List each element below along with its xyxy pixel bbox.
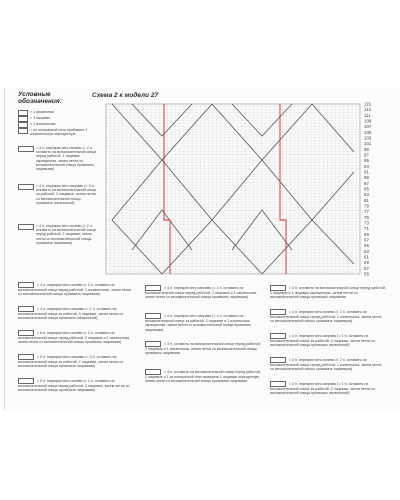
legend-note-text: = 4 п. перекрестить направо (= 1 п. оставить на вспомогательной спице за работой, 2 лицевые и 1 изнаночная скрещенная, затем петли со вспомогательной спицы провязать лицевыми) [145, 313, 252, 332]
cable-line [262, 220, 312, 274]
cable-line [212, 220, 262, 274]
cable-line [312, 220, 354, 264]
row-number: 79 [364, 203, 369, 209]
legend-note [270, 309, 386, 324]
row-number: 59 [364, 260, 369, 266]
row-number: 99 [364, 146, 369, 152]
row-number: 57 [364, 265, 369, 271]
legend-note-text: = 4 п. перекрестить налево (= 3 п. оставить на вспомогательной спице перед работой, 1 изначночная, затем петли со вспомогательной спицы провязать лицевыми) [18, 282, 132, 297]
row-number: 63 [364, 248, 369, 254]
row-number: 71 [364, 226, 369, 232]
row-number: 109 [364, 118, 372, 124]
row-number: 97 [364, 152, 369, 158]
row-number: 77 [364, 209, 369, 215]
legend-note [18, 378, 134, 393]
row-number: 69 [364, 231, 369, 237]
legend-note-text: = 4 п. перекрестить направо (= 1 п. оставить на вспомогательной спице за работой, 3 лицевые, затем петли со вспомогательной спицы провязать изнаночной) [18, 306, 124, 321]
legend-item: = 4 п. перекрестить налево (= 2 п. оставить на вспомогательной спице перед работой, 1 лицевая скрещенная, затем петли со вспомогательной спицы провязать лицевыми) [18, 146, 98, 171]
legend-item: = 1 кромочная [18, 110, 92, 116]
row-number: 75 [364, 214, 369, 220]
legend-note-text: = 5 п. перекрестить налево (= 2 п. оставить на вспомогательной спице перед работой, 3 лицевые, затем петли со вспомогательной спицы провязать лицевыми) [18, 378, 130, 393]
row-number: 55 [364, 271, 369, 277]
cross-left-icon [18, 146, 34, 152]
legend-title: Условные обозначения: [18, 91, 62, 105]
row-number: 65 [364, 243, 369, 249]
legend-note-text: = 4 п. перекрестить налево (= 3 п. оставить на вспомогательной спице перед работой, 1 изнаночная, затем петли со вспомогательной спицы провязать лицевыми) [270, 309, 382, 324]
increase-stitch-icon [18, 128, 28, 134]
legend-note-text: = 3 п. перекрестить налево (= 2 п. оставить на вспомогательной спице перед работой, 1 изнаночная, затем петли со вспомогательной спицы провязать лицевыми) [270, 357, 382, 372]
legend-note [145, 341, 261, 356]
knitting-chart-svg [92, 100, 374, 278]
row-number: 89 [364, 175, 369, 181]
legend-note [145, 313, 261, 332]
cable-line [112, 220, 162, 274]
row-number: 111 [364, 112, 371, 118]
legend-note-text: = 4 п. перекрестить направо (= 1 п. оставить на вспомогательной спице за работой, 3 лицевые, затем петли со вспомогательной спицы провязать изнаночной) [270, 333, 376, 348]
legend-note [18, 354, 134, 369]
legend-note [270, 333, 386, 348]
cable-line [232, 104, 292, 136]
row-number: 83 [364, 192, 369, 198]
legend-item: = 4 п. перекрестить налево (= 2 п. оставить на вспомогательной спице перед работой, 2 лицевые, затем петли со вспомогательной спицы провязать лицевыми) [18, 224, 98, 245]
legend-note-text: = 6 п. перекрестить налево (= 3 п. оставить на вспомогательной спице перед работой, 2 лицевые и 1 изнаночная, затем петли со вспомогательной спицы провязать лицевыми) [18, 330, 130, 345]
legend-note-text: = 3 п. оставить на вспомогательной спице перед работой, 2 лицевые и 1 изнаночная, затем петли со вспомогательной спицы провязать лицевыми [145, 341, 261, 356]
cable-line [132, 104, 192, 136]
scheme-title: Схема 2 к модели 27 [92, 92, 159, 99]
row-number: 105 [364, 129, 372, 135]
row-number: 107 [364, 124, 372, 130]
legend-note [18, 306, 134, 321]
row-number: 115 [364, 101, 371, 107]
legend-note-text: = 3 п. оставить на вспомогательной спице перед работой, 1 лицевую и 1 лицевую скрещенную, затем петли со вспомогательной спицы провязать лицевыми [270, 285, 386, 300]
row-number: 91 [364, 169, 369, 175]
repeat-marker-line [164, 104, 170, 274]
row-number: 87 [364, 180, 369, 186]
legend-note [270, 381, 386, 396]
legend-note [145, 285, 261, 300]
legend-note-text: = 3 п. перекрестить направо (= 1 п. оставить на вспомогательной спице за работой, 2 лицевые, затем петли со вспомогательной спицы провязать изнаночной) [270, 381, 376, 396]
legend-note [18, 330, 134, 345]
legend-item: = 1 изнаночная [18, 122, 92, 128]
row-number: 103 [364, 135, 372, 141]
legend-item: = из поперечной нити прибавить 1 изначеночную скрещенную [18, 128, 92, 136]
legend-note-text: = 3 п. оставить на вспомогательной спице перед работой, 2 лицевые и 1 из поперечной нити вывязать 1 лицевую скрещенную, затем петли со вспомогательной спицы провязать лицевыми [145, 369, 261, 384]
knitting-chart [92, 100, 374, 278]
row-number: 93 [364, 163, 369, 169]
cross-right-icon [18, 184, 34, 190]
row-number: 61 [364, 254, 369, 260]
row-number: 101 [364, 141, 372, 147]
legend-note [270, 285, 386, 300]
legend-item: = 4 п. перекрестить направо (= 2 п. оставить на вспомогательной спице за работой, 2 лицевые, затем петли со вспомогательной спицы провязать изнаночной) [18, 184, 98, 205]
legend-note-text: = 5 п. перекрестить направо (= 3 п. оставить на вспомогательной спице за работой, 2 лицевые, затем петли со вспомогательной спицы провязать лицевыми) [18, 354, 124, 369]
row-number: 113 [364, 107, 371, 113]
row-number: 73 [364, 220, 369, 226]
row-number: 81 [364, 197, 369, 203]
legend-note [270, 357, 386, 372]
row-number: 95 [364, 158, 369, 164]
legend-note-text: = 4 п. перекрестить направо (= 1 п. оставить на вспомогательной спице перед работой, 2 лицевые и 1 изнаночная, затем петли со вспомогательной спицы провязать лицевыми) [145, 285, 257, 300]
cable-line [312, 104, 354, 152]
legend-item: = 1 лицевая [18, 116, 92, 122]
legend-note [18, 282, 134, 297]
legend-note [145, 369, 261, 384]
row-number: 67 [364, 237, 369, 243]
cross-left-icon [18, 224, 34, 230]
row-number: 85 [364, 186, 369, 192]
